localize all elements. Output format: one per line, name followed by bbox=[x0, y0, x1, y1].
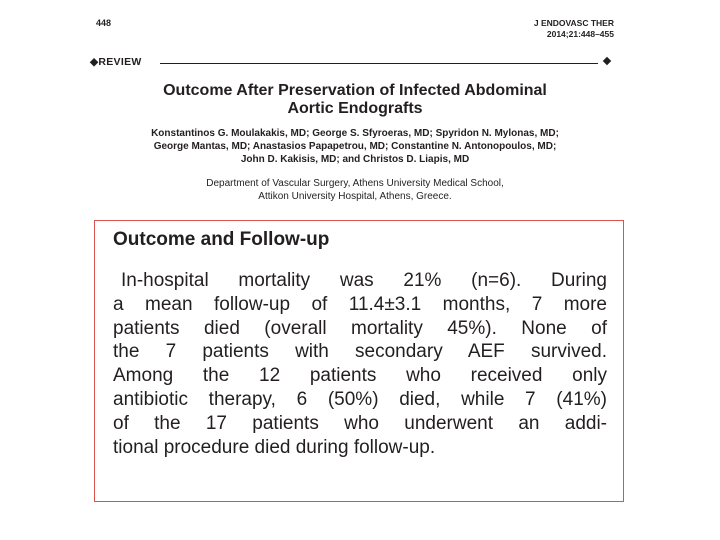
journal-name: J ENDOVASC THER bbox=[533, 18, 614, 28]
page-number: 448 bbox=[96, 18, 112, 28]
excerpt-line: In-hospital mortality was 21% (n=6). During bbox=[121, 270, 607, 291]
section-divider bbox=[160, 63, 598, 64]
diamond-icon bbox=[603, 57, 611, 65]
journal-volume-pages: 2014;21:448–455 bbox=[546, 29, 614, 39]
section-header bbox=[90, 56, 610, 70]
affiliation bbox=[110, 177, 600, 203]
author-line: John D. Kakisis, MD; and Christos D. Liapis, MD bbox=[240, 154, 470, 165]
affiliation-line: Department of Vascular Surgery, Athens University Medical School, bbox=[206, 178, 504, 189]
author-line: George Mantas, MD; Anastasios Papapetrou, MD; Constantine N. Antonopoulos, MD; bbox=[153, 141, 557, 152]
journal-citation bbox=[534, 18, 614, 40]
excerpt-line: patients died (overall mortality 45%). None of bbox=[113, 317, 607, 339]
excerpt-body bbox=[113, 269, 607, 459]
article-title-line: Outcome After Preservation of Infected Abdominal bbox=[163, 82, 547, 99]
article-title bbox=[110, 82, 600, 118]
excerpt-line: the 7 patients with secondary AEF survived. bbox=[113, 341, 607, 363]
author-list bbox=[110, 127, 600, 166]
affiliation-line: Attikon University Hospital, Athens, Greece. bbox=[258, 191, 452, 202]
excerpt-line: a mean follow-up of 11.4±3.1 months, 7 more bbox=[113, 293, 607, 315]
excerpt-line: Among the 12 patients who received only bbox=[113, 365, 607, 387]
excerpt-heading: Outcome and Follow-up bbox=[113, 229, 330, 250]
excerpt-highlight-box bbox=[94, 220, 624, 502]
section-label: ◆REVIEW bbox=[90, 56, 142, 68]
excerpt-line: of the 17 patients who underwent an addi- bbox=[113, 412, 607, 434]
author-line: Konstantinos G. Moulakakis, MD; George S. Sfyroeras, MD; Spyridon N. Mylonas, MD; bbox=[151, 128, 559, 139]
excerpt-line: tional procedure died during follow-up. bbox=[113, 436, 436, 458]
article-title-line: Aortic Endografts bbox=[287, 100, 423, 117]
excerpt-line: antibiotic therapy, 6 (50%) died, while 7 (41%) bbox=[113, 388, 607, 410]
